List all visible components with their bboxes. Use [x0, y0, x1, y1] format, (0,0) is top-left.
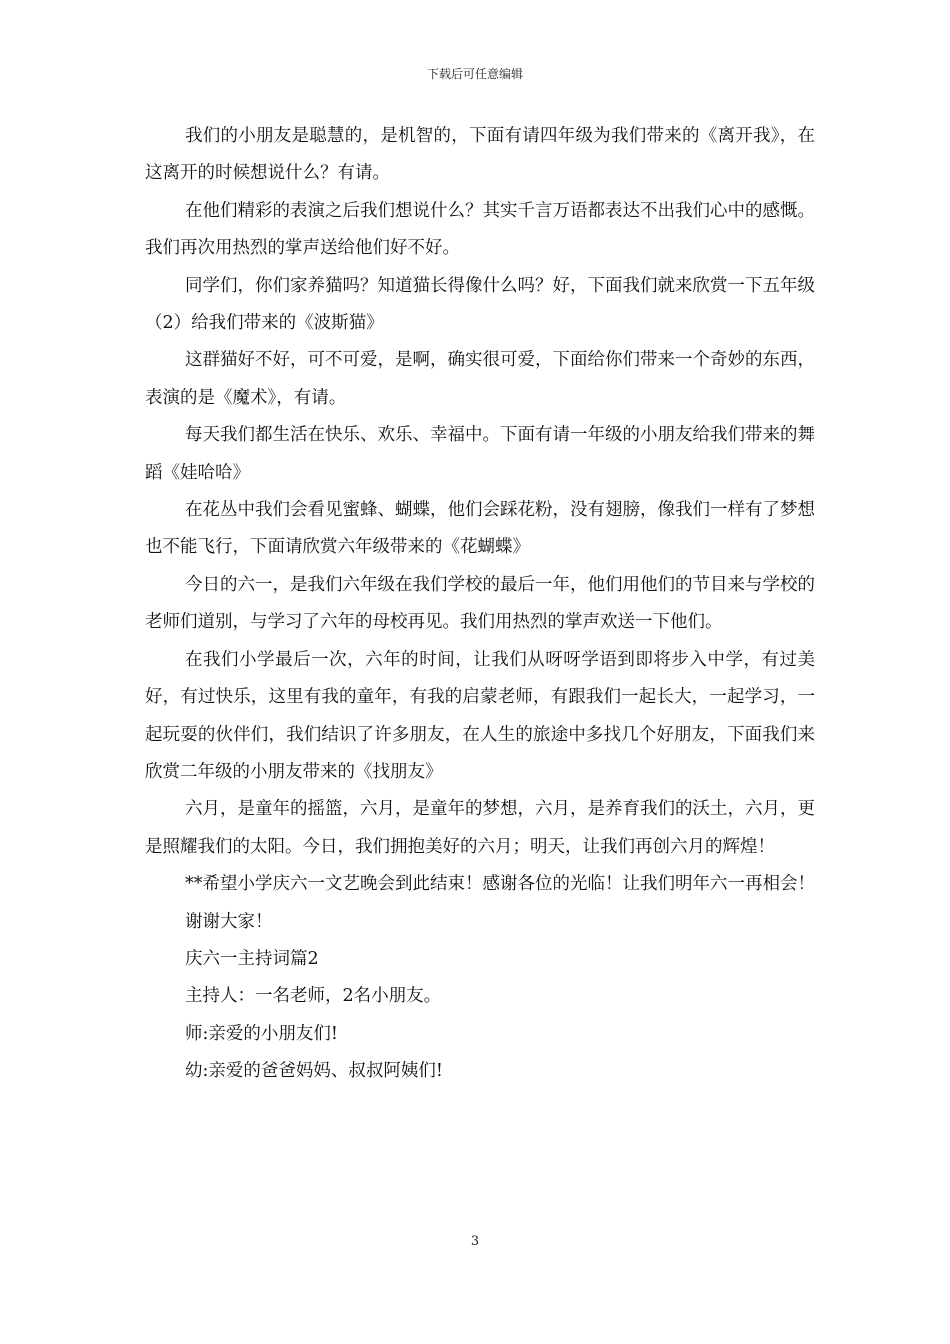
section-title: 庆六一主持词篇2 — [185, 948, 319, 969]
page-header: 下载后可任意编辑 — [426, 67, 523, 81]
paragraph: 每天我们都生活在快乐、欢乐、幸福中。下面有请一年级的小朋友给我们带来的舞蹈《娃哈哈》 — [145, 425, 815, 483]
paragraph: 主持人：一名老师，2名小朋友。 — [185, 986, 442, 1007]
paragraph: 六月，是童年的摇篮，六月，是童年的梦想，六月，是养育我们的沃土，六月，更是照耀我们的太阳。今日，我们拥抱美好的六月；明天，让我们再创六月的辉煌！ — [145, 799, 815, 857]
paragraph: 今日的六一，是我们六年级在我们学校的最后一年，他们用他们的节目来与学校的老师们道别，与学习了六年的母校再见。我们用热烈的掌声欢送一下他们。 — [145, 574, 815, 633]
paragraph: 这群猫好不好，可不可爱，是啊，确实很可爱，下面给你们带来一个奇妙的东西，表演的是《魔术》，有请。 — [145, 350, 815, 408]
paragraph: **希望小学庆六一文艺晚会到此结束！感谢各位的光临！让我们明年六一再相会！ — [185, 874, 815, 895]
paragraph: 在花丛中我们会看见蜜蜂、蝴蝶，他们会踩花粉，没有翅膀，像我们一样有了梦想也不能飞行，下面请欣赏六年级带来的《花蝴蝶》 — [145, 500, 815, 558]
paragraph: 幼:亲爱的爸爸妈妈、叔叔阿姨们! — [185, 1061, 443, 1082]
paragraph: 在他们精彩的表演之后我们想说什么？其实千言万语都表达不出我们心中的感慨。我们再次用热烈的掌声送给他们好不好。 — [145, 200, 815, 259]
paragraph: 谢谢大家！ — [185, 911, 273, 932]
paragraph: 师:亲爱的小朋友们! — [185, 1023, 338, 1044]
page-number: 3 — [470, 1234, 480, 1249]
paragraph: 同学们，你们家养猫吗？知道猫长得像什么吗？好，下面我们就来欣赏一下五年级（2）给我们带来的《波斯猫》 — [145, 275, 815, 334]
paragraph: 我们的小朋友是聪慧的，是机智的，下面有请四年级为我们带来的《离开我》，在这离开的时候想说什么？有请。 — [145, 126, 815, 184]
document-body — [145, 118, 815, 1091]
paragraph: 在我们小学最后一次，六年的时间，让我们从呀呀学语到即将步入中学，有过美好，有过快乐，这里有我的童年，有我的启蒙老师，有跟我们一起长大，一起学习，一起玩耍的伙伴们，我们结识了许多朋友，在人生的旅途中多找几个好朋友，下面我们来欣赏二年级的小朋友带来的《找朋友》 — [145, 649, 815, 782]
